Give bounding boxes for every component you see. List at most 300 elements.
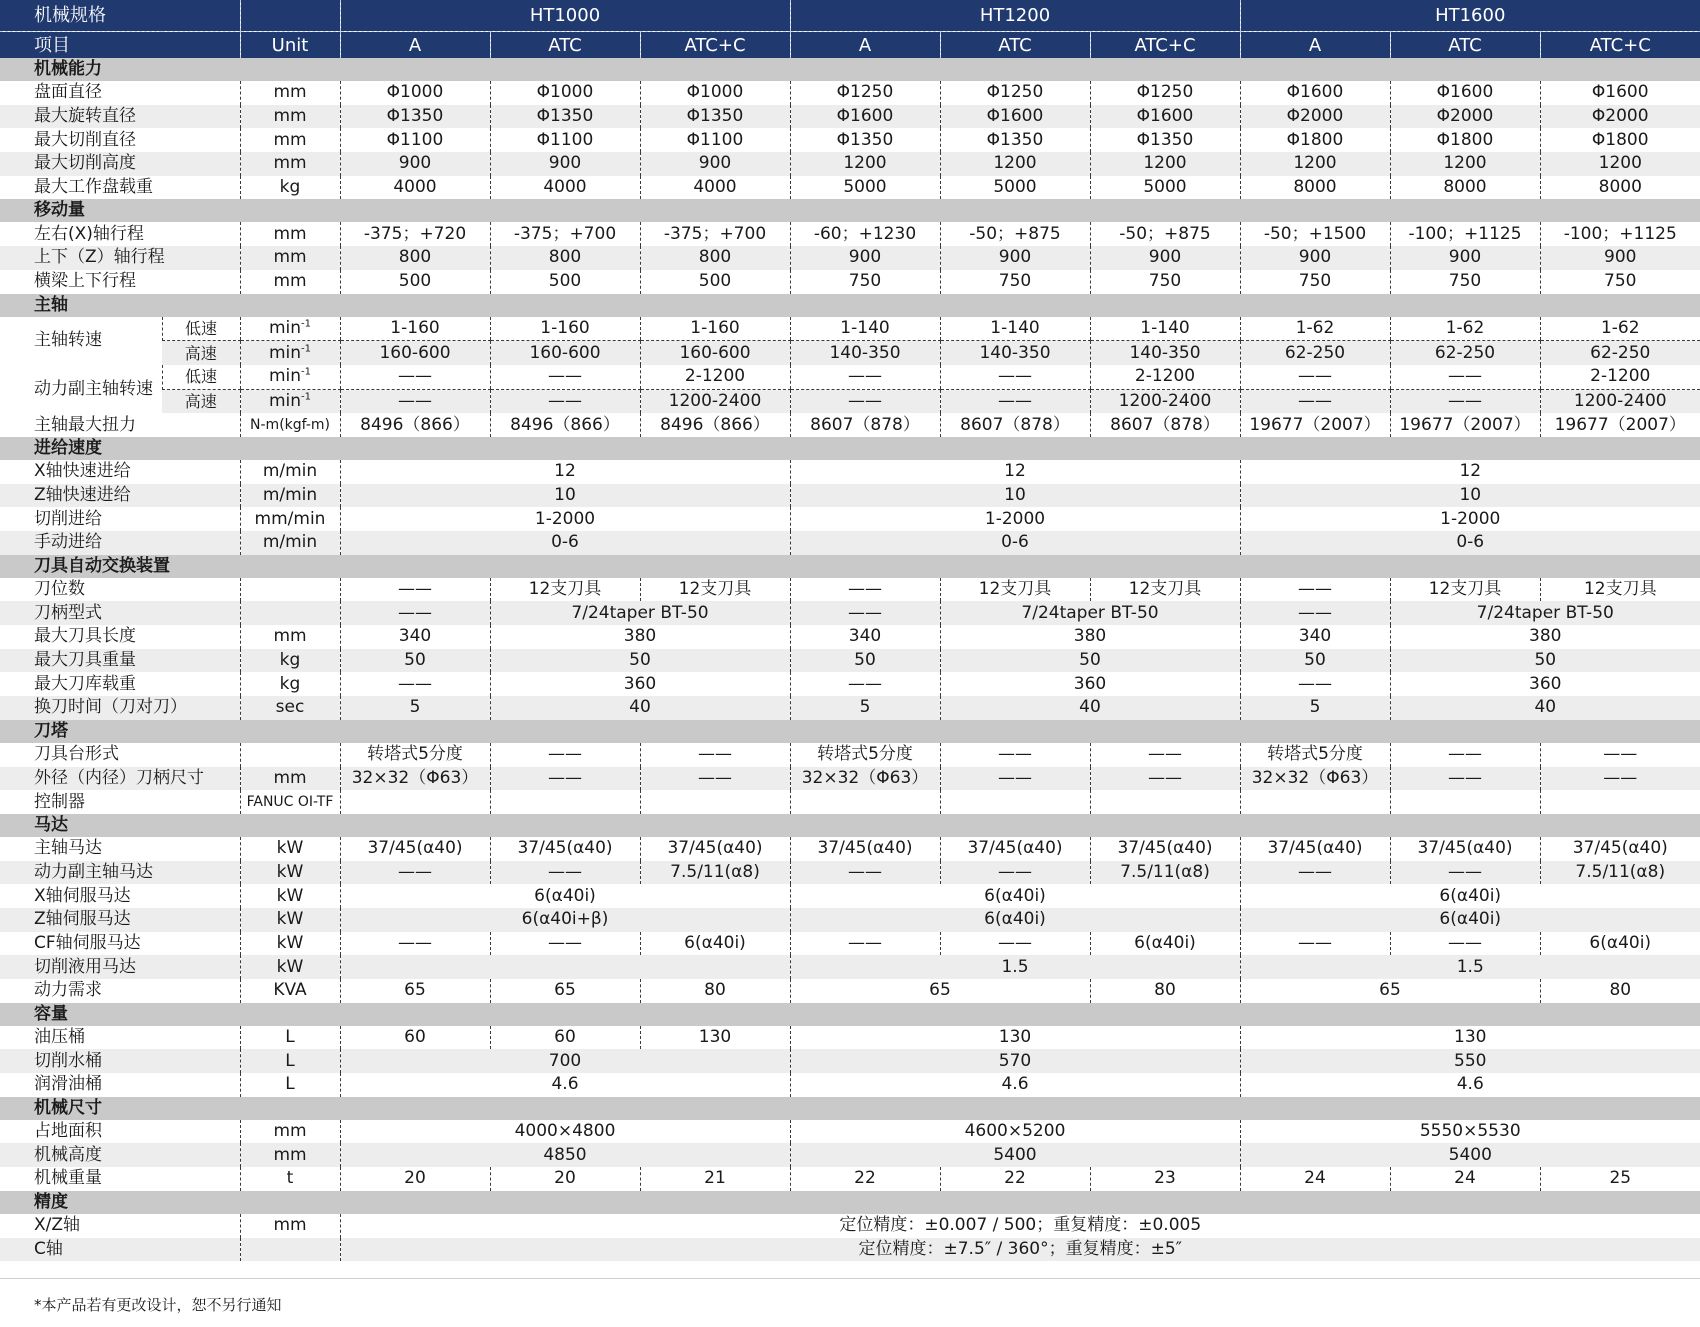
value-cell: 5400 <box>1240 1143 1700 1167</box>
value-cell: 750 <box>790 270 940 294</box>
table-row <box>0 413 1700 437</box>
row-label: 外径（内径）刀柄尺寸 <box>0 767 240 791</box>
value-cell: Φ1350 <box>1090 128 1240 152</box>
value-cell: —— <box>340 932 490 956</box>
unit-text: min <box>268 317 302 338</box>
section-row <box>0 814 1700 837</box>
variant-header: ATC+C <box>1090 32 1240 59</box>
table-row <box>0 696 1700 720</box>
unit-text: mm <box>273 153 307 174</box>
unit-header-label: Unit <box>240 32 340 59</box>
value-cell: 2-1200 <box>1090 365 1240 389</box>
unit-text: kg <box>279 177 301 198</box>
row-sublabel: 低速 <box>162 365 240 389</box>
value-cell: 23 <box>1090 1167 1240 1191</box>
value-cell: 37/45(α40) <box>490 837 640 861</box>
unit-cell <box>240 246 340 270</box>
value-cell: 4850 <box>340 1143 790 1167</box>
value-cell: 37/45(α40) <box>1240 837 1390 861</box>
unit-text: kW <box>276 909 304 930</box>
value-cell: Φ1600 <box>1090 105 1240 129</box>
value-cell: —— <box>790 861 940 885</box>
value-cell: 750 <box>940 270 1090 294</box>
value-cell: 62-250 <box>1390 341 1540 365</box>
value-cell: 65 <box>490 979 640 1003</box>
unit-cell <box>240 1238 340 1262</box>
row-label: 切削液用马达 <box>0 955 240 979</box>
value-cell: Φ2000 <box>1390 105 1540 129</box>
unit-text: N-m(kgf-m) <box>250 416 330 433</box>
value-cell: 8607（878） <box>940 413 1090 437</box>
value-cell: —— <box>940 743 1090 767</box>
value-cell: 1200 <box>1540 152 1700 176</box>
variant-header: ATC+C <box>1540 32 1700 59</box>
value-cell: 10 <box>790 484 1240 508</box>
value-cell: 32×32（Φ63） <box>1240 767 1390 791</box>
model-header-ht1000: HT1000 <box>340 0 790 32</box>
unit-cell <box>240 1120 340 1144</box>
value-cell: 32×32（Φ63） <box>790 767 940 791</box>
variant-header: A <box>1240 32 1390 59</box>
value-cell: —— <box>490 743 640 767</box>
unit-cell <box>240 105 340 129</box>
section-row <box>0 58 1700 81</box>
value-cell <box>340 955 790 979</box>
value-cell: —— <box>790 932 940 956</box>
table-row <box>0 955 1700 979</box>
unit-header-blank <box>240 0 340 32</box>
value-cell: 130 <box>790 1026 1240 1050</box>
value-cell: Φ1350 <box>490 105 640 129</box>
unit-text: min <box>268 366 302 387</box>
unit-text: mm <box>273 82 307 103</box>
value-cell: —— <box>940 389 1090 413</box>
value-cell: 1-140 <box>790 317 940 341</box>
value-cell: 160-600 <box>340 341 490 365</box>
unit-cell <box>240 1167 340 1191</box>
value-cell: 25 <box>1540 1167 1700 1191</box>
value-cell: 37/45(α40) <box>1090 837 1240 861</box>
value-cell: 6(α40i) <box>1240 884 1700 908</box>
section-row <box>0 1191 1700 1214</box>
row-label: 刀具台形式 <box>34 744 119 765</box>
value-cell: Φ1100 <box>340 128 490 152</box>
variant-header: ATC <box>940 32 1090 59</box>
table-row <box>0 837 1700 861</box>
value-cell: 10 <box>340 484 790 508</box>
value-cell: 4000 <box>640 176 790 200</box>
value-cell: 6(α40i) <box>790 884 1240 908</box>
value-cell: 340 <box>1240 625 1390 649</box>
value-cell: 12 <box>1240 460 1700 484</box>
unit-text: m/min <box>262 532 318 553</box>
row-label: 占地面积 <box>34 1121 102 1142</box>
value-cell: 750 <box>1240 270 1390 294</box>
value-cell: 定位精度：±0.007 / 500；重复精度：±0.005 <box>340 1214 1700 1238</box>
value-cell: 24 <box>1240 1167 1390 1191</box>
value-cell: 5000 <box>940 176 1090 200</box>
value-cell: 7/24taper BT-50 <box>1390 601 1700 625</box>
value-cell: —— <box>1390 365 1540 389</box>
row-label: 最大旋转直径 <box>0 105 240 129</box>
value-cell: 20 <box>340 1167 490 1191</box>
value-cell: 0-6 <box>790 531 1240 555</box>
unit-text: mm <box>273 626 307 647</box>
value-cell: Φ1800 <box>1240 128 1390 152</box>
unit-text: mm <box>273 106 307 127</box>
row-label: C轴 <box>0 1238 240 1262</box>
unit-cell <box>240 270 340 294</box>
value-cell: 380 <box>940 625 1240 649</box>
table-row <box>0 317 1700 341</box>
unit-cell <box>240 389 340 413</box>
value-cell: 800 <box>640 246 790 270</box>
section-row <box>0 437 1700 460</box>
value-cell: 5 <box>790 696 940 720</box>
row-label: 刀位数 <box>34 579 85 600</box>
unit-exponent: -1 <box>301 342 312 354</box>
section-title: 容量 <box>0 1003 1700 1026</box>
bottom-rule <box>0 1278 1700 1279</box>
value-cell: Φ1350 <box>940 128 1090 152</box>
row-label: 主轴马达 <box>34 838 102 859</box>
table-row <box>0 1143 1700 1167</box>
unit-text: mm/min <box>254 508 326 529</box>
value-cell: 1-62 <box>1390 317 1540 341</box>
value-cell: 900 <box>1540 246 1700 270</box>
value-cell: 12 <box>340 460 790 484</box>
unit-cell <box>240 1143 340 1167</box>
value-cell: 340 <box>340 625 490 649</box>
value-cell: 7.5/11(α8) <box>1090 861 1240 885</box>
row-label: 左右(X)轴行程 <box>34 223 144 244</box>
value-cell <box>790 790 940 814</box>
unit-cell <box>240 696 340 720</box>
unit-text: kW <box>276 932 304 953</box>
row-label: X轴伺服马达 <box>34 885 131 906</box>
footnote: *本产品若有更改设计，恕不另行通知 <box>34 1296 282 1314</box>
value-cell: —— <box>340 601 490 625</box>
value-cell: 750 <box>1540 270 1700 294</box>
unit-text: FANUC OI-TF <box>246 793 334 810</box>
value-cell: 1.5 <box>790 955 1240 979</box>
value-cell: 380 <box>1390 625 1700 649</box>
unit-cell <box>240 531 340 555</box>
row-label: 手动进给 <box>0 531 240 555</box>
value-cell: —— <box>940 861 1090 885</box>
table-row <box>0 246 1700 270</box>
model-header-ht1600: HT1600 <box>1240 0 1700 32</box>
value-cell: 900 <box>790 246 940 270</box>
value-cell: 50 <box>940 649 1240 673</box>
unit-cell <box>240 317 340 341</box>
variant-header: ATC <box>490 32 640 59</box>
unit-cell <box>240 767 340 791</box>
value-cell <box>1240 790 1390 814</box>
unit-cell <box>240 413 340 437</box>
table-row <box>0 389 1700 413</box>
value-cell: —— <box>490 365 640 389</box>
value-cell <box>340 790 490 814</box>
table-row <box>0 790 1700 814</box>
value-cell: —— <box>790 578 940 602</box>
value-cell: —— <box>1090 743 1240 767</box>
value-cell: 7/24taper BT-50 <box>940 601 1240 625</box>
unit-text: L <box>285 1027 295 1048</box>
value-cell: 900 <box>340 152 490 176</box>
value-cell: —— <box>790 389 940 413</box>
table-row <box>0 1049 1700 1073</box>
value-cell: 65 <box>790 979 1090 1003</box>
value-cell: Φ1600 <box>1390 81 1540 105</box>
value-cell: 6(α40i+β) <box>340 908 790 932</box>
value-cell: 40 <box>940 696 1240 720</box>
unit-text: min <box>268 390 302 411</box>
value-cell: 62-250 <box>1540 341 1700 365</box>
value-cell: 6(α40i) <box>1540 932 1700 956</box>
unit-text: kg <box>279 673 301 694</box>
value-cell: —— <box>1240 578 1390 602</box>
value-cell: 21 <box>640 1167 790 1191</box>
unit-cell <box>240 222 340 246</box>
value-cell: 750 <box>1090 270 1240 294</box>
section-row <box>0 294 1700 317</box>
row-sublabel: 高速 <box>162 389 240 413</box>
unit-cell <box>240 128 340 152</box>
value-cell: 12支刀具 <box>1390 578 1540 602</box>
value-cell: 700 <box>340 1049 790 1073</box>
value-cell: 40 <box>1390 696 1700 720</box>
value-cell: 5000 <box>790 176 940 200</box>
value-cell: 60 <box>340 1026 490 1050</box>
value-cell: 12支刀具 <box>1090 578 1240 602</box>
value-cell: —— <box>340 389 490 413</box>
value-cell: 8607（878） <box>1090 413 1240 437</box>
value-cell: 7.5/11(α8) <box>1540 861 1700 885</box>
unit-text: KVA <box>273 980 307 1001</box>
row-label: X轴快速进给 <box>34 461 131 482</box>
table-row <box>0 81 1700 105</box>
value-cell: 4000×4800 <box>340 1120 790 1144</box>
table-row <box>0 484 1700 508</box>
value-cell: 4.6 <box>790 1073 1240 1097</box>
value-cell: —— <box>790 365 940 389</box>
value-cell: —— <box>490 389 640 413</box>
value-cell: 8000 <box>1390 176 1540 200</box>
unit-cell <box>240 790 340 814</box>
value-cell: 1.5 <box>1240 955 1700 979</box>
table-row <box>0 105 1700 129</box>
value-cell: 800 <box>490 246 640 270</box>
value-cell: 140-350 <box>940 341 1090 365</box>
row-label: 最大刀具长度 <box>34 626 136 647</box>
value-cell: 140-350 <box>790 341 940 365</box>
value-cell: 4000 <box>490 176 640 200</box>
unit-exponent: -1 <box>301 391 312 403</box>
value-cell: 8496（866） <box>340 413 490 437</box>
section-title: 移动量 <box>0 199 1700 222</box>
value-cell: Φ1800 <box>1390 128 1540 152</box>
row-label: 盘面直径 <box>34 82 102 103</box>
unit-exponent: -1 <box>301 318 312 330</box>
row-sublabel: 低速 <box>162 317 240 341</box>
value-cell: -375；+720 <box>340 222 490 246</box>
unit-text: mm <box>273 1144 307 1165</box>
value-cell: -60；+1230 <box>790 222 940 246</box>
value-cell <box>640 790 790 814</box>
unit-text: L <box>285 1050 295 1071</box>
value-cell: 22 <box>940 1167 1090 1191</box>
value-cell: —— <box>340 365 490 389</box>
value-cell: 1200-2400 <box>640 389 790 413</box>
unit-text: mm <box>273 247 307 268</box>
table-row <box>0 507 1700 531</box>
value-cell: 19677（2007） <box>1240 413 1390 437</box>
value-cell: 360 <box>1390 672 1700 696</box>
unit-cell <box>240 837 340 861</box>
unit-text: kg <box>279 650 301 671</box>
row-label: Z轴快速进给 <box>0 484 240 508</box>
item-header-label: 项目 <box>0 32 240 59</box>
row-label: 最大刀具重量 <box>0 649 240 673</box>
unit-cell <box>240 578 340 602</box>
value-cell: —— <box>1240 389 1390 413</box>
value-cell: Φ1100 <box>640 128 790 152</box>
row-label: 刀柄型式 <box>0 601 240 625</box>
unit-cell <box>240 932 340 956</box>
unit-text: mm <box>273 767 307 788</box>
unit-cell <box>240 365 340 389</box>
value-cell <box>490 790 640 814</box>
value-cell: 140-350 <box>1090 341 1240 365</box>
unit-text: L <box>285 1074 295 1095</box>
value-cell: —— <box>790 672 940 696</box>
unit-text: m/min <box>262 484 318 505</box>
value-cell: 130 <box>640 1026 790 1050</box>
value-cell: 1-160 <box>640 317 790 341</box>
value-cell <box>1090 790 1240 814</box>
unit-exponent: -1 <box>301 366 312 378</box>
value-cell: 62-250 <box>1240 341 1390 365</box>
unit-cell <box>240 625 340 649</box>
value-cell: —— <box>1390 389 1540 413</box>
value-cell: 7.5/11(α8) <box>640 861 790 885</box>
value-cell: —— <box>1240 601 1390 625</box>
unit-cell <box>240 908 340 932</box>
value-cell: 570 <box>790 1049 1240 1073</box>
value-cell: —— <box>1390 767 1540 791</box>
value-cell: Φ1600 <box>1240 81 1390 105</box>
value-cell: 1-2000 <box>340 507 790 531</box>
unit-cell <box>240 861 340 885</box>
value-cell: 6(α40i) <box>790 908 1240 932</box>
unit-text: min <box>268 342 302 363</box>
value-cell: 4600×5200 <box>790 1120 1240 1144</box>
value-cell: 800 <box>340 246 490 270</box>
value-cell: 转塔式5分度 <box>1240 743 1390 767</box>
value-cell: 4000 <box>340 176 490 200</box>
value-cell: 1200 <box>1390 152 1540 176</box>
value-cell: —— <box>490 767 640 791</box>
section-row <box>0 555 1700 578</box>
value-cell: 500 <box>640 270 790 294</box>
value-cell: 20 <box>490 1167 640 1191</box>
row-label: 动力副主轴马达 <box>0 861 240 885</box>
table-row <box>0 672 1700 696</box>
variant-header: A <box>790 32 940 59</box>
value-cell: Φ1250 <box>940 81 1090 105</box>
unit-text: m/min <box>262 461 318 482</box>
value-cell: —— <box>1390 932 1540 956</box>
row-label: 油压桶 <box>34 1027 85 1048</box>
value-cell: 1200-2400 <box>1540 389 1700 413</box>
value-cell: 900 <box>640 152 790 176</box>
row-label: 横梁上下行程 <box>34 271 136 292</box>
row-label: 机械重量 <box>34 1168 102 1189</box>
value-cell: 1-140 <box>1090 317 1240 341</box>
value-cell: 40 <box>490 696 790 720</box>
value-cell: 60 <box>490 1026 640 1050</box>
value-cell: 1-160 <box>340 317 490 341</box>
value-cell: Φ1800 <box>1540 128 1700 152</box>
value-cell: —— <box>340 672 490 696</box>
value-cell: 5550×5530 <box>1240 1120 1700 1144</box>
section-row <box>0 720 1700 743</box>
row-label: 动力需求 <box>34 980 102 1001</box>
spec-header-label: 机械规格 <box>0 0 240 32</box>
value-cell: 0-6 <box>1240 531 1700 555</box>
value-cell: 12支刀具 <box>640 578 790 602</box>
value-cell: Φ2000 <box>1540 105 1700 129</box>
value-cell: 900 <box>1390 246 1540 270</box>
section-title: 进给速度 <box>0 437 1700 460</box>
row-label: 最大切削直径 <box>34 129 136 150</box>
value-cell: Φ1000 <box>340 81 490 105</box>
value-cell: 5 <box>340 696 490 720</box>
unit-text: mm <box>273 271 307 292</box>
value-cell: 500 <box>490 270 640 294</box>
variant-header: ATC <box>1390 32 1540 59</box>
table-row <box>0 1073 1700 1097</box>
value-cell: 80 <box>1090 979 1240 1003</box>
table-row <box>0 578 1700 602</box>
value-cell: 8496（866） <box>490 413 640 437</box>
unit-text: kW <box>276 956 304 977</box>
unit-cell <box>240 152 340 176</box>
value-cell: 1-2000 <box>790 507 1240 531</box>
table-row <box>0 932 1700 956</box>
table-row <box>0 1214 1700 1238</box>
section-title: 马达 <box>0 814 1700 837</box>
value-cell: 定位精度：±7.5″ / 360°；重复精度：±5″ <box>340 1238 1700 1262</box>
table-row <box>0 365 1700 389</box>
unit-text: mm <box>273 1215 307 1236</box>
value-cell: -50；+1500 <box>1240 222 1390 246</box>
section-title: 精度 <box>0 1191 1700 1214</box>
value-cell: 37/45(α40) <box>940 837 1090 861</box>
value-cell: 10 <box>1240 484 1700 508</box>
value-cell: 37/45(α40) <box>640 837 790 861</box>
value-cell: 900 <box>1240 246 1390 270</box>
table-header <box>0 0 1700 58</box>
section-row <box>0 1003 1700 1026</box>
row-label: 最大切削高度 <box>0 152 240 176</box>
section-title: 机械能力 <box>0 58 1700 81</box>
value-cell: 8000 <box>1240 176 1390 200</box>
value-cell: 19677（2007） <box>1390 413 1540 437</box>
value-cell: 8496（866） <box>640 413 790 437</box>
table-row <box>0 531 1700 555</box>
